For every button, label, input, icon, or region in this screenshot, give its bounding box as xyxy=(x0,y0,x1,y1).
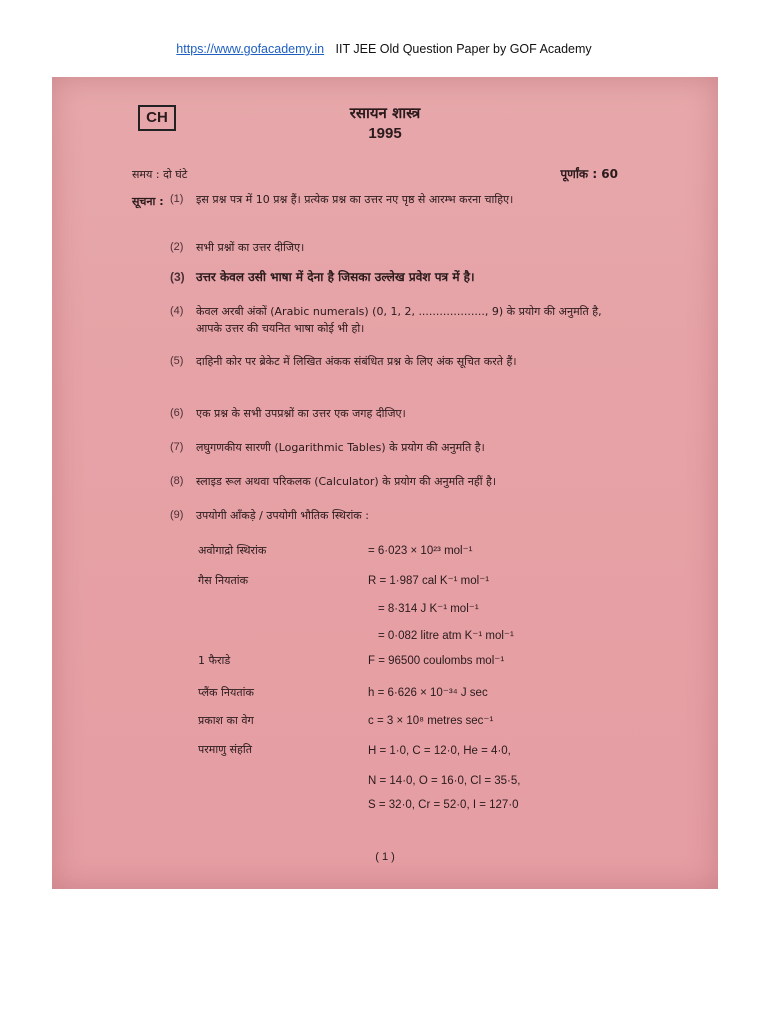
constant-value: h = 6·626 × 10⁻³⁴ J sec xyxy=(368,687,488,699)
website-link[interactable]: https://www.gofacademy.in xyxy=(176,42,325,56)
constant-name: प्लैंक नियतांक xyxy=(198,686,254,699)
header-text: IIT JEE Old Question Paper by GOF Academy xyxy=(335,42,592,56)
instruction-text: इस प्रश्न पत्र में 10 प्रश्न हैं। प्रत्येक प्रश्न का उत्तर नए पृष्ठ से आरम्भ करना चाहिए। xyxy=(196,193,514,206)
instruction-number: (5) xyxy=(170,355,184,367)
instruction-text: लघुगणकीय सारणी (Logarithmic Tables) के प्रयोग की अनुमति है। xyxy=(196,441,485,454)
constant-name: परमाणु संहति xyxy=(198,743,253,756)
subject-code-box: CH xyxy=(138,105,176,131)
constant-value: = 6·023 × 10²³ mol⁻¹ xyxy=(368,545,473,557)
subject-title: रसायन शास्त्र xyxy=(349,104,421,122)
instructions-label: सूचना : xyxy=(132,195,164,208)
instruction-number: (4) xyxy=(170,305,184,317)
constant-value: F = 96500 coulombs mol⁻¹ xyxy=(368,655,505,667)
constant-value: = 0·082 litre atm K⁻¹ mol⁻¹ xyxy=(378,630,514,642)
instruction-item xyxy=(170,473,622,490)
constant-value: R = 1·987 cal K⁻¹ mol⁻¹ xyxy=(368,575,490,587)
instruction-text: दाहिनी कोर पर ब्रेकेट में लिखित अंकक संबंधित प्रश्न के लिए अंक सूचित करते हैं। xyxy=(196,355,517,368)
instruction-item xyxy=(170,191,622,208)
constant-name: 1 फैराडे xyxy=(198,654,231,667)
constant-value: c = 3 × 10⁸ metres sec⁻¹ xyxy=(368,715,494,727)
instruction-text: केवल अरबी अंकों (Arabic numerals) (0, 1, 2, ..................., 9) के प्रयोग की अनुमति है, आपके उत्तर की चयनित भाषा कोई भी हो। xyxy=(196,305,602,335)
instruction-number: (6) xyxy=(170,407,184,419)
instruction-number: (9) xyxy=(170,509,184,521)
instruction-item xyxy=(170,303,622,337)
page-number: ( 1 ) xyxy=(375,851,395,863)
instruction-text: उत्तर केवल उसी भाषा में देना है जिसका उल्लेख प्रवेश पत्र में है। xyxy=(196,270,475,284)
instruction-item xyxy=(170,507,622,524)
constant-name: गैस नियतांक xyxy=(198,574,249,587)
constant-value: H = 1·0, C = 12·0, He = 4·0, xyxy=(368,745,511,757)
instruction-item xyxy=(170,353,622,370)
constant-value: N = 14·0, O = 16·0, Cl = 35·5, xyxy=(368,775,521,787)
question-paper-scan xyxy=(52,77,718,889)
instruction-text: सभी प्रश्नों का उत्तर दीजिए। xyxy=(196,241,305,254)
constant-value: S = 32·0, Cr = 52·0, I = 127·0 xyxy=(368,799,519,811)
paper-year: 1995 xyxy=(368,125,402,142)
page-header xyxy=(0,42,768,56)
total-marks: पूर्णांक : 60 xyxy=(560,167,618,181)
instruction-number: (1) xyxy=(170,193,184,205)
constant-name: अवोगाद्रो स्थिरांक xyxy=(198,544,267,557)
instruction-item xyxy=(170,405,622,422)
constant-name: प्रकाश का वेग xyxy=(198,714,254,727)
instruction-number: (7) xyxy=(170,441,184,453)
instruction-text: एक प्रश्न के सभी उपप्रश्नों का उत्तर एक जगह दीजिए। xyxy=(196,407,406,420)
constant-value: = 8·314 J K⁻¹ mol⁻¹ xyxy=(378,603,479,615)
instruction-text: स्लाइड रूल अथवा परिकलक (Calculator) के प्रयोग की अनुमति नहीं है। xyxy=(196,475,497,488)
instruction-item xyxy=(170,269,622,286)
instruction-number: (2) xyxy=(170,241,184,253)
instruction-item xyxy=(170,439,622,456)
instruction-item xyxy=(170,239,622,256)
time-allowed: समय : दो घंटे xyxy=(132,168,188,181)
instruction-number: (8) xyxy=(170,475,184,487)
instruction-text: उपयोगी आँकड़े / उपयोगी भौतिक स्थिरांक : xyxy=(196,509,369,522)
instruction-number: (3) xyxy=(170,270,185,284)
